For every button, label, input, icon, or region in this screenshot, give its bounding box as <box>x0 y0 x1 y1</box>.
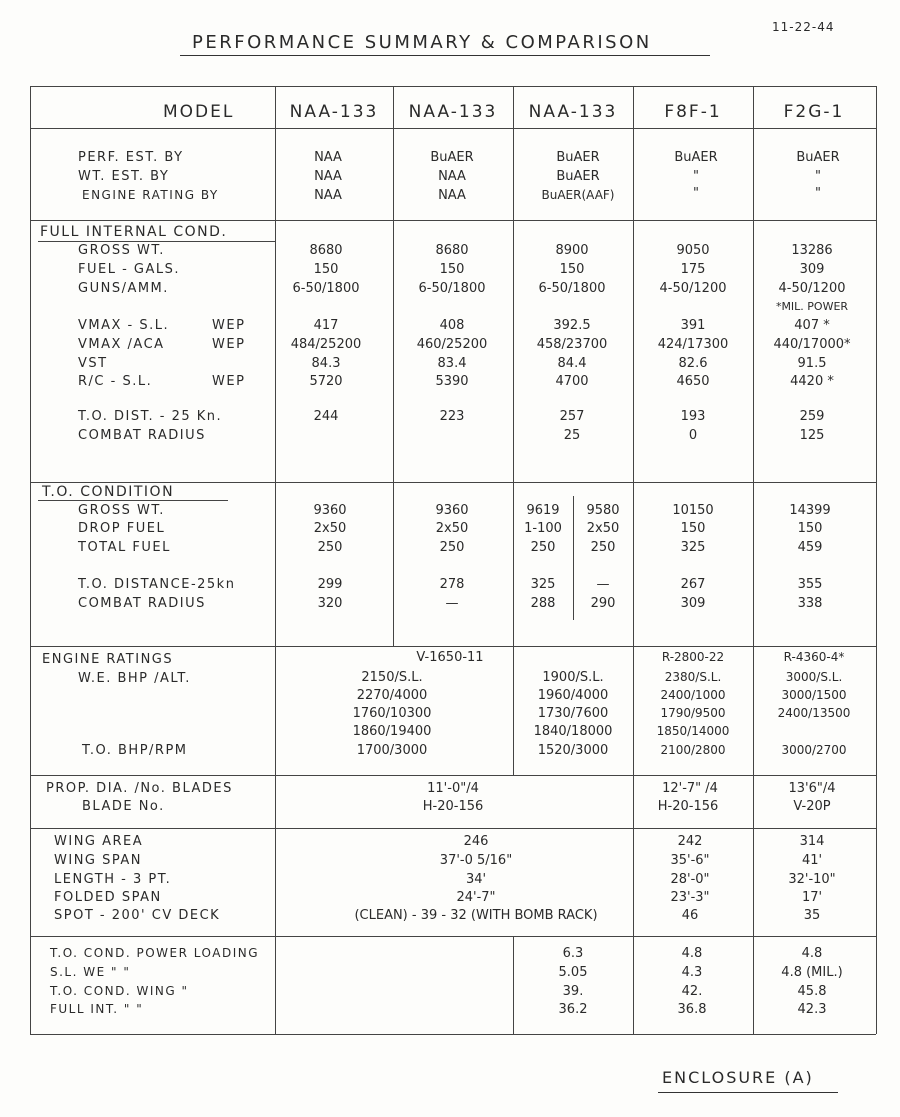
est-cell: BuAER <box>674 150 718 165</box>
est-cell: NAA <box>314 150 342 165</box>
wing-naa-cell: 34' <box>465 872 487 887</box>
page-title: PERFORMANCE SUMMARY & COMPARISON <box>192 32 652 53</box>
wing-f2g-cell: 17' <box>801 890 823 905</box>
full-internal-cell: 84.4 <box>557 356 587 371</box>
to-condition-section-label: T.O. CONDITION <box>42 484 175 500</box>
engine-f8f-cell: 2400/1000 <box>660 688 726 702</box>
to-condition-cell: — <box>445 596 459 611</box>
full-internal-row-label: COMBAT RADIUS <box>78 428 206 443</box>
enclosure-underline <box>658 1092 838 1093</box>
full-internal-cell: 6-50/1800 <box>418 281 486 296</box>
to-condition-cell: 2x50 <box>435 521 469 536</box>
to-condition-separator <box>30 646 876 647</box>
full-internal-cell: 193 <box>680 409 706 424</box>
model-header-4: F8F-1 <box>664 102 722 122</box>
engine-separator <box>30 775 876 776</box>
est-cell: " <box>693 169 699 184</box>
engine-rating-label: ENGINE RATING BY <box>82 188 219 202</box>
full-internal-cell: 9050 <box>676 243 710 258</box>
to-condition-cell: 250 <box>530 540 556 555</box>
to-condition-cell: 290 <box>590 596 616 611</box>
engine-naa-b-cell: 1900/S.L. <box>542 670 604 685</box>
to-bhp-label: T.O. BHP/RPM <box>82 743 188 758</box>
full-internal-cell: 391 <box>680 318 706 333</box>
to-condition-cell: 278 <box>439 577 465 592</box>
engine-naa-a-cell: 2150/S.L. <box>361 670 423 685</box>
loading-f2g-cell: 45.8 <box>797 984 827 999</box>
full-internal-cell: 408 <box>439 318 465 333</box>
model-header-3: NAA-133 <box>528 102 618 122</box>
to-condition-cell: 9580 <box>586 503 620 518</box>
wep-label: WEP <box>212 318 246 333</box>
loading-f2g-cell: 4.8 <box>801 946 823 961</box>
est-cell: BuAER <box>430 150 474 165</box>
wing-naa-cell: (CLEAN) - 39 - 32 (WITH BOMB RACK) <box>354 908 598 923</box>
full-internal-cell: 424/17300 <box>657 337 729 352</box>
to-condition-cell: 320 <box>317 596 343 611</box>
full-internal-cell: *MIL. POWER <box>775 300 849 313</box>
to-condition-cell: 355 <box>797 577 823 592</box>
full-internal-cell: 309 <box>799 262 825 277</box>
est-cell: " <box>815 186 821 201</box>
loading-naa-cell: 39. <box>562 984 584 999</box>
full-internal-cell: 150 <box>559 262 585 277</box>
engine-naa-a-cell: 1760/10300 <box>352 706 432 721</box>
model-header-1: NAA-133 <box>289 102 379 122</box>
wing-f2g-cell: 314 <box>799 834 825 849</box>
full-internal-cell: 150 <box>313 262 339 277</box>
wing-f2g-cell: 32'-10" <box>788 872 836 887</box>
full-internal-cell: 0 <box>688 428 698 443</box>
wing-row-label: SPOT - 200' CV DECK <box>54 908 221 923</box>
full-internal-cell: 4700 <box>555 374 589 389</box>
est-cell: " <box>815 169 821 184</box>
est-cell: BuAER(AAF) <box>541 188 615 202</box>
blade-no-label: BLADE No. <box>82 799 165 814</box>
full-internal-cell: 4420 * <box>790 374 834 389</box>
f8f-prop-dia: 12'-7" /4 <box>662 781 718 796</box>
table-bottom-border <box>30 1034 876 1035</box>
to-condition-cell: 299 <box>317 577 343 592</box>
full-internal-cell: 13286 <box>791 243 833 258</box>
to-condition-cell: 10150 <box>672 503 714 518</box>
loading-f8f-cell: 4.3 <box>681 965 703 980</box>
full-internal-cell: 25 <box>563 428 581 443</box>
date-stamp: 11-22-44 <box>772 20 835 34</box>
full-internal-cell: 4650 <box>676 374 710 389</box>
header-separator <box>30 128 876 129</box>
f2g-blade-no: V-20P <box>793 799 831 814</box>
loading-naa-cell: 5.05 <box>558 965 588 980</box>
wing-naa-cell: 37'-0 5/16" <box>439 853 513 868</box>
full-internal-cell: 82.6 <box>678 356 708 371</box>
full-internal-cell: 223 <box>439 409 465 424</box>
prop-dia-label: PROP. DIA. /No. BLADES <box>46 781 233 796</box>
full-internal-cell: 458/23700 <box>536 337 608 352</box>
to-condition-cell: 250 <box>590 540 616 555</box>
prop-separator <box>30 828 876 829</box>
column-divider-5 <box>753 86 754 1034</box>
model-label: MODEL <box>163 102 235 122</box>
to-condition-row-label: TOTAL FUEL <box>78 540 171 555</box>
wt-est-label: WT. EST. BY <box>78 169 170 184</box>
wing-separator <box>30 936 876 937</box>
title-underline <box>180 55 710 56</box>
loading-f8f-cell: 36.8 <box>677 1002 707 1017</box>
to-split-divider <box>573 496 574 620</box>
full-internal-cell: 91.5 <box>797 356 827 371</box>
to-condition-cell: — <box>596 577 610 592</box>
full-internal-cell: 125 <box>799 428 825 443</box>
full-internal-row-label: R/C - S.L. <box>78 374 153 389</box>
full-internal-cell: 5720 <box>309 374 343 389</box>
wing-f8f-cell: 23'-3" <box>670 890 710 905</box>
full-internal-cell: 4-50/1200 <box>778 281 846 296</box>
engine-f8f-cell: 2380/S.L. <box>664 670 722 684</box>
to-condition-cell: 9360 <box>313 503 347 518</box>
loading-naa-cell: 6.3 <box>562 946 584 961</box>
est-cell: NAA <box>314 169 342 184</box>
engine-naa-a-cell: 1700/3000 <box>356 743 428 758</box>
wing-f8f-cell: 28'-0" <box>670 872 710 887</box>
full-internal-row-label: T.O. DIST. - 25 Kn. <box>78 409 223 424</box>
column-divider-1 <box>275 86 276 1034</box>
to-condition-cell: 325 <box>530 577 556 592</box>
engine-f8f-cell: 2100/2800 <box>660 743 726 757</box>
to-condition-cell: 309 <box>680 596 706 611</box>
engine-f2g-cell: 3000/1500 <box>781 688 847 702</box>
loading-row-label: S.L. WE " " <box>50 965 131 979</box>
to-condition-cell: 459 <box>797 540 823 555</box>
full-internal-row-label: VMAX /ACA <box>78 337 165 352</box>
table-top-border <box>30 86 876 87</box>
wing-f2g-cell: 35 <box>803 908 821 923</box>
wing-f8f-cell: 35'-6" <box>670 853 710 868</box>
full-internal-cell: 407 * <box>794 318 830 333</box>
to-condition-row-label: T.O. DISTANCE-25kn <box>78 577 236 592</box>
loading-f2g-cell: 4.8 (MIL.) <box>781 965 843 980</box>
engine-f8f-cell: R-2800-22 <box>661 650 725 664</box>
to-condition-row-label: COMBAT RADIUS <box>78 596 206 611</box>
engine-naa-b-cell: 1960/4000 <box>537 688 609 703</box>
est-cell: NAA <box>438 169 466 184</box>
table-left-border <box>30 86 31 1034</box>
est-cell: NAA <box>438 188 466 203</box>
wing-naa-cell: 246 <box>463 834 489 849</box>
full-internal-separator <box>30 482 876 483</box>
estimates-separator <box>30 220 876 221</box>
engine-ratings-label: ENGINE RATINGS <box>42 652 174 667</box>
column-divider-3c <box>513 936 514 1034</box>
est-cell: BuAER <box>556 150 600 165</box>
wing-row-label: LENGTH - 3 PT. <box>54 872 172 887</box>
engine-f8f-cell: 1790/9500 <box>660 706 726 720</box>
to-condition-cell: 2x50 <box>313 521 347 536</box>
wing-f8f-cell: 46 <box>681 908 699 923</box>
engine-f8f-cell: 1850/14000 <box>656 724 730 738</box>
full-internal-cell: 84.3 <box>311 356 341 371</box>
full-internal-cell: 460/25200 <box>416 337 488 352</box>
full-internal-cell: 175 <box>680 262 706 277</box>
column-divider-2 <box>393 86 394 646</box>
enclosure-label: ENCLOSURE (A) <box>662 1068 814 1087</box>
wep-label: WEP <box>212 337 246 352</box>
to-condition-cell: 338 <box>797 596 823 611</box>
engine-naa-a-cell: 2270/4000 <box>356 688 428 703</box>
full-internal-cell: 4-50/1200 <box>659 281 727 296</box>
full-internal-row-label: GUNS/AMM. <box>78 281 169 296</box>
to-condition-cell: 9619 <box>526 503 560 518</box>
loading-row-label: FULL INT. " " <box>50 1002 144 1016</box>
full-internal-cell: 150 <box>439 262 465 277</box>
model-header-5: F2G-1 <box>783 102 845 122</box>
engine-f2g-cell: 3000/S.L. <box>785 670 843 684</box>
full-internal-cell: 6-50/1800 <box>292 281 360 296</box>
loading-row-label: T.O. COND. POWER LOADING <box>50 946 260 960</box>
to-condition-row-label: DROP FUEL <box>78 521 166 536</box>
full-internal-label-underline <box>38 241 276 242</box>
table-right-border <box>876 86 877 1034</box>
est-cell: BuAER <box>556 169 600 184</box>
to-condition-cell: 9360 <box>435 503 469 518</box>
est-cell: BuAER <box>796 150 840 165</box>
engine-sublabel: W.E. BHP /ALT. <box>78 671 191 686</box>
est-cell: NAA <box>314 188 342 203</box>
model-header-2: NAA-133 <box>408 102 498 122</box>
column-divider-4 <box>633 86 634 1034</box>
loading-f8f-cell: 4.8 <box>681 946 703 961</box>
to-condition-cell: 267 <box>680 577 706 592</box>
wing-row-label: WING SPAN <box>54 853 142 868</box>
full-internal-cell: 440/17000* <box>773 337 851 352</box>
to-condition-cell: 150 <box>680 521 706 536</box>
f8f-blade-no: H-20-156 <box>657 799 719 814</box>
naa-blade-no: H-20-156 <box>422 799 484 814</box>
column-divider-3 <box>513 86 514 646</box>
engine-f2g-cell: R-4360-4* <box>783 650 845 664</box>
to-condition-cell: 1-100 <box>524 521 562 536</box>
loading-f8f-cell: 42. <box>681 984 703 999</box>
full-internal-cell: 417 <box>313 318 339 333</box>
to-condition-cell: 288 <box>530 596 556 611</box>
loading-f2g-cell: 42.3 <box>797 1002 827 1017</box>
f2g-prop-dia: 13'6"/4 <box>788 781 836 796</box>
to-condition-cell: 250 <box>317 540 343 555</box>
naa-prop-dia: 11'-0"/4 <box>427 781 479 796</box>
engine-naa-b-cell: 1840/18000 <box>533 724 613 739</box>
column-divider-3b <box>513 646 514 775</box>
to-condition-cell: 325 <box>680 540 706 555</box>
full-internal-row-label: VST <box>78 356 108 371</box>
est-cell: " <box>693 186 699 201</box>
to-condition-cell: 150 <box>797 521 823 536</box>
full-internal-cell: 8680 <box>309 243 343 258</box>
wep-label: WEP <box>212 374 246 389</box>
wing-f2g-cell: 41' <box>801 853 823 868</box>
wing-f8f-cell: 242 <box>677 834 703 849</box>
full-internal-cell: 484/25200 <box>290 337 362 352</box>
full-internal-cell: 8680 <box>435 243 469 258</box>
engine-naa-b-cell: 1730/7600 <box>537 706 609 721</box>
full-internal-row-label: VMAX - S.L. <box>78 318 170 333</box>
loading-row-label: T.O. COND. WING " <box>50 984 189 998</box>
loading-naa-cell: 36.2 <box>558 1002 588 1017</box>
full-internal-cell: 257 <box>559 409 585 424</box>
full-internal-cell: 244 <box>313 409 339 424</box>
engine-f2g-cell: 2400/13500 <box>777 706 851 720</box>
engine-f2g-cell: 3000/2700 <box>781 743 847 757</box>
full-internal-cell: 5390 <box>435 374 469 389</box>
engine-naa-b-cell: 1520/3000 <box>537 743 609 758</box>
to-condition-row-label: GROSS WT. <box>78 503 165 518</box>
wing-row-label: WING AREA <box>54 834 144 849</box>
naa-engine-name: V-1650-11 <box>416 650 484 665</box>
wing-row-label: FOLDED SPAN <box>54 890 162 905</box>
full-internal-cell: 392.5 <box>553 318 591 333</box>
to-condition-label-underline <box>38 500 228 501</box>
to-condition-cell: 250 <box>439 540 465 555</box>
full-internal-cell: 259 <box>799 409 825 424</box>
to-condition-cell: 2x50 <box>586 521 620 536</box>
wing-naa-cell: 24'-7" <box>456 890 496 905</box>
full-internal-row-label: FUEL - GALS. <box>78 262 180 277</box>
full-internal-cell: 83.4 <box>437 356 467 371</box>
engine-naa-a-cell: 1860/19400 <box>352 724 432 739</box>
full-internal-row-label: GROSS WT. <box>78 243 165 258</box>
perf-est-label: PERF. EST. BY <box>78 150 184 165</box>
full-internal-cell: 8900 <box>555 243 589 258</box>
full-internal-section-label: FULL INTERNAL COND. <box>40 224 228 240</box>
full-internal-cell: 6-50/1800 <box>538 281 606 296</box>
to-condition-cell: 14399 <box>789 503 831 518</box>
